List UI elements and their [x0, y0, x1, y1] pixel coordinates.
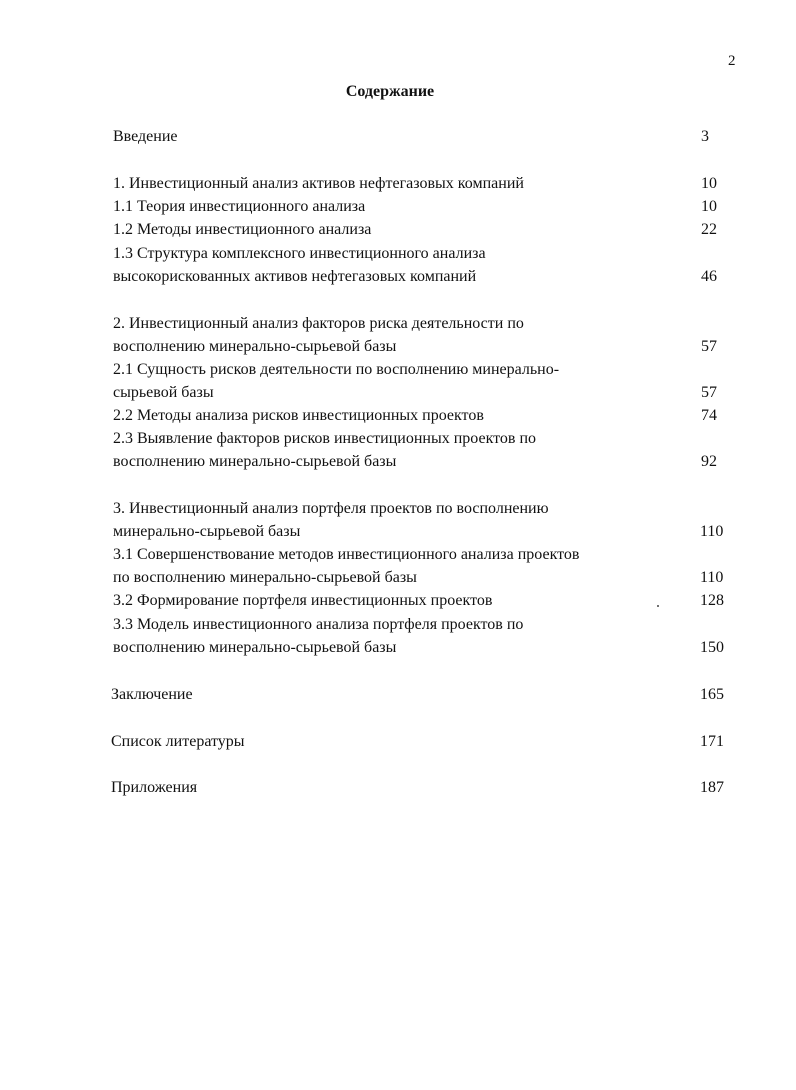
toc-page-section-1-2: 22 [701, 221, 717, 238]
toc-page-chapter-3: 110 [700, 523, 724, 540]
toc-page-section-2-2: 74 [701, 407, 717, 424]
toc-entry-section-2-1-line-1: 2.1 Сущность рисков деятельности по восполнению минерально- [113, 361, 560, 378]
toc-entry-section-2-2: 2.2 Методы анализа рисков инвестиционных проектов [113, 407, 484, 424]
toc-page-section-3-3: 150 [700, 639, 724, 656]
toc-page-section-1-1: 10 [701, 198, 717, 215]
toc-page-section-2-3: 92 [701, 453, 717, 470]
toc-entry-references: Список литературы [111, 733, 245, 750]
toc-page-chapter-2: 57 [701, 338, 717, 355]
toc-entry-section-3-3-line-2: восполнению минерально-сырьевой базы [113, 639, 397, 656]
toc-page-section-3-2: 128 [700, 592, 724, 609]
toc-entry-section-3-1-line-2: по восполнению минерально-сырьевой базы [113, 569, 417, 586]
toc-page-section-2-1: 57 [701, 384, 717, 401]
toc-page-section-3-1: 110 [700, 569, 724, 586]
toc-page-chapter-1: 10 [701, 175, 717, 192]
toc-page-references: 171 [700, 733, 724, 750]
toc-entry-chapter-3-line-1: 3. Инвестиционный анализ портфеля проектов по восполнению [113, 500, 549, 517]
toc-page-introduction: 3 [701, 128, 709, 145]
toc-entry-section-3-3-line-1: 3.3 Модель инвестиционного анализа портфеля проектов по [113, 616, 524, 633]
toc-entry-section-2-3-line-1: 2.3 Выявление факторов рисков инвестиционных проектов по [113, 430, 537, 447]
toc-entry-section-1-2: 1.2 Методы инвестиционного анализа [113, 221, 372, 238]
toc-entry-section-2-3-line-2: восполнению минерально-сырьевой базы [113, 453, 397, 470]
toc-title: Содержание [345, 83, 435, 100]
toc-entry-section-2-1-line-2: сырьевой базы [113, 384, 214, 401]
toc-entry-appendices: Приложения [111, 779, 198, 796]
toc-entry-chapter-2-line-2: восполнению минерально-сырьевой базы [113, 338, 397, 355]
toc-page-conclusion: 165 [700, 686, 724, 703]
toc-entry-section-1-3-line-1: 1.3 Структура комплексного инвестиционного анализа [113, 245, 486, 262]
page-number: 2 [728, 53, 736, 69]
toc-page-section-1-3: 46 [701, 268, 717, 285]
scan-dot-mark [657, 605, 659, 607]
toc-entry-chapter-1: 1. Инвестиционный анализ активов нефтегазовых компаний [113, 175, 524, 192]
toc-entry-section-1-1: 1.1 Теория инвестиционного анализа [113, 198, 366, 215]
toc-page-appendices: 187 [700, 779, 724, 796]
toc-entry-section-1-3-line-2: высокорискованных активов нефтегазовых компаний [113, 268, 477, 285]
toc-entry-chapter-2-line-1: 2. Инвестиционный анализ факторов риска деятельности по [113, 315, 524, 332]
toc-entry-conclusion: Заключение [111, 686, 193, 703]
toc-entry-introduction: Введение [113, 128, 178, 145]
toc-entry-section-3-1-line-1: 3.1 Совершенствование методов инвестиционного анализа проектов [113, 546, 580, 563]
toc-entry-chapter-3-line-2: минерально-сырьевой базы [113, 523, 301, 540]
toc-entry-section-3-2: 3.2 Формирование портфеля инвестиционных проектов [113, 592, 493, 609]
